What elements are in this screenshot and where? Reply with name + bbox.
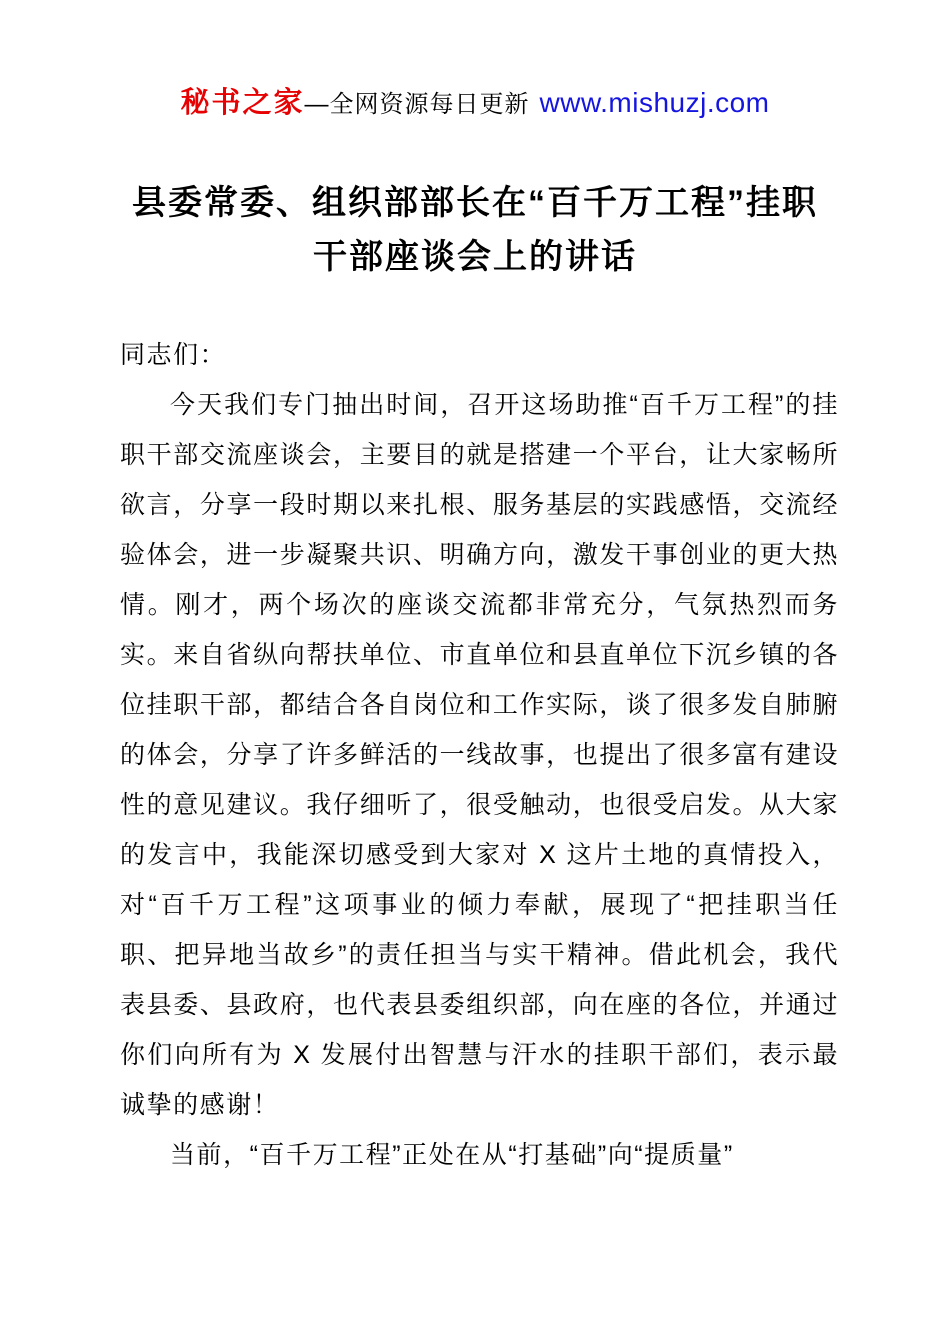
title-line-1: 县委常委、组织部部长在“百千万工程”挂职 bbox=[132, 184, 818, 222]
site-tagline: —全网资源每日更新 bbox=[304, 91, 530, 118]
site-brand: 秘书之家 bbox=[180, 87, 305, 119]
site-url-link[interactable]: www.mishuzj.com bbox=[539, 87, 770, 118]
paragraph-2: 当前，“百千万工程”正处在从“打基础”向“提质量” bbox=[170, 1141, 734, 1169]
site-header bbox=[0, 80, 950, 121]
document-body bbox=[120, 330, 839, 1180]
salutation: 同志们： bbox=[120, 341, 227, 369]
paragraph-1: 今天我们专门抽出时间，召开这场助推“百千万工程”的挂职干部交流座谈会，主要目的就是搭建一个平台，让大家畅所欲言，分享一段时期以来扎根、服务基层的实践感悟，交流经验体会，进一步凝聚共识、明确方向，激发干事创业的更大热情。刚才，两个场次的座谈交流都非常充分，气氛热烈而务实。来自省纵向帮扶单位、市直单位和县直单位下沉乡镇的各位挂职干部，都结合各自岗位和工作实际，谈了很多发自肺腑的体会，分享了许多鲜活的一线故事，也提出了很多富有建设性的意见建议。我仔细听了，很受触动，也很受启发。从大家的发言中，我能深切感受到大家对 X 这片土地的真情投入，对“百千万工程”这项事业的倾力奉献，展现了“把挂职当任职、把异地当故乡”的责任担当与实干精神。借此机会，我代表县委、县政府，也代表县委组织部，向在座的各位，并通过你们向所有为 X 发展付出智慧与汗水的挂职干部们，表示最诚挚的感谢！ bbox=[120, 391, 839, 1119]
title-line-2: 干部座谈会上的讲话 bbox=[313, 238, 637, 276]
document-title bbox=[0, 176, 950, 284]
